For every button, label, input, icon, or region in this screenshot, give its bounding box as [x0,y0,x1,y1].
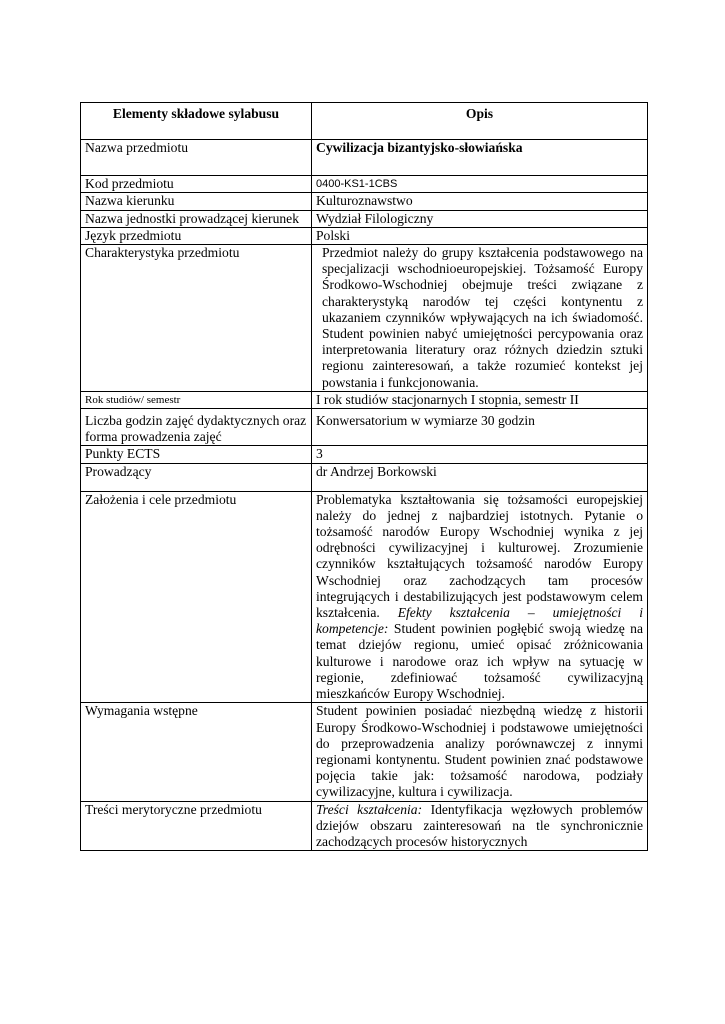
row-label-prerequisites: Wymagania wstępne [81,703,312,801]
row-value-language: Polski [312,227,648,244]
header-description: Opis [312,103,648,140]
content-text: Identyfikacja węzłowych problemów dziejów obszaru zainteresowań na tle synchronicznie zachodzących procesów historycznych [316,801,643,849]
row-label-content: Treści merytoryczne przedmiotu [81,801,312,851]
row-label-lecturer: Prowadzący [81,463,312,491]
table-row [81,463,648,491]
row-value-content [312,801,648,851]
objectives-outcomes-text: Student powinien pogłębić swoją wiedzę na temat dziejów regionu, umieć opisać zróżnicowania kulturowe i narodowe oraz ich wpływ na sytuację w regionie, zdefiniować tożsamość cywilizacyjną mieszkańców Europy Wschodniej. [316,621,644,702]
table-row [81,227,648,244]
table-row [81,801,648,851]
content-heading: Treści kształcenia: [316,801,423,817]
table-row [81,491,648,703]
table-row [81,409,648,446]
table-row [81,193,648,210]
row-value-hours: Konwersatorium w wymiarze 30 godzin [312,409,648,446]
row-value-ects: 3 [312,446,648,463]
header-elements: Elementy składowe sylabusu [81,103,312,140]
syllabus-table [80,102,648,851]
row-value-course-name: Cywilizacja bizantyjsko-słowiańska [312,140,648,176]
objectives-text: Problematyka kształtowania się tożsamości europejskiej należy do jednej z najbardziej istotnych. Pytanie o tożsamość narodów Europy Wschodniej wynika z jej odrębności cywilizacyjnej i kulturowej. Zrozumienie czynników kształtujących tożsamość narodów Europy Wschodniej oraz zachodzących tam procesów integrujących i destabilizujących jest podstawowym celem kształcenia. [316,491,643,621]
row-value-field-of-study: Kulturoznawstwo [312,193,648,210]
row-value-lecturer: dr Andrzej Borkowski [312,463,648,491]
objectives-outcomes-heading: Efekty kształcenia – umiejętności i kompetencje: [316,605,643,637]
row-value-prerequisites: Student powinien posiadać niezbędną wiedzę z historii Europy Środkowo-Wschodniej i podstawowe umiejętności do przeprowadzenia analizy porównawczej z innymi regionami kontynentu. Student powinien znać podstawowe pojęcia takie jak: tożsamość narodowa, podziały cywilizacyjne, kultura i cywilizacja. [312,703,648,801]
table-row [81,140,648,176]
row-label-hours-line2: forma prowadzenia zajęć [85,429,222,445]
row-value-characteristics: Przedmiot należy do grupy kształcenia podstawowego na specjalizacji wschodnioeuropejskiej. Tożsamość Europy Środkowo-Wschodniej obejmuje treści związane z charakterystyką narodów tej części kontynentu z ukazaniem czynników wpływających na ich świadomość. Student powinien nabyć umiejętności percypowania oraz interpretowania literatury oraz różnych dziedzin sztuki regionu zainteresowań, a także rozumieć kontekst jej powstania i funkcjonowania. [312,245,648,392]
row-value-unit: Wydział Filologiczny [312,210,648,227]
table-row [81,245,648,392]
row-label-field-of-study: Nazwa kierunku [81,193,312,210]
row-value-course-code: 0400-KS1-1CBS [312,176,648,193]
table-row [81,703,648,801]
row-label-language: Język przedmiotu [81,227,312,244]
row-value-objectives [312,491,648,703]
table-row [81,210,648,227]
table-header-row [81,103,648,140]
row-label-hours [81,409,312,446]
row-label-unit: Nazwa jednostki prowadzącej kierunek [81,210,312,227]
table-row [81,391,648,408]
row-label-course-code: Kod przedmiotu [81,176,312,193]
row-label-hours-line1: Liczba godzin zajęć dydaktycznych oraz [85,413,307,429]
row-value-year-semester: I rok studiów stacjonarnych I stopnia, semestr II [312,391,648,408]
row-label-characteristics: Charakterystyka przedmiotu [81,245,312,392]
row-label-ects: Punkty ECTS [81,446,312,463]
table-row [81,176,648,193]
row-label-year-semester: Rok studiów/ semestr [81,391,312,408]
table-row [81,446,648,463]
row-label-objectives: Założenia i cele przedmiotu [81,491,312,703]
row-label-course-name: Nazwa przedmiotu [81,140,312,176]
